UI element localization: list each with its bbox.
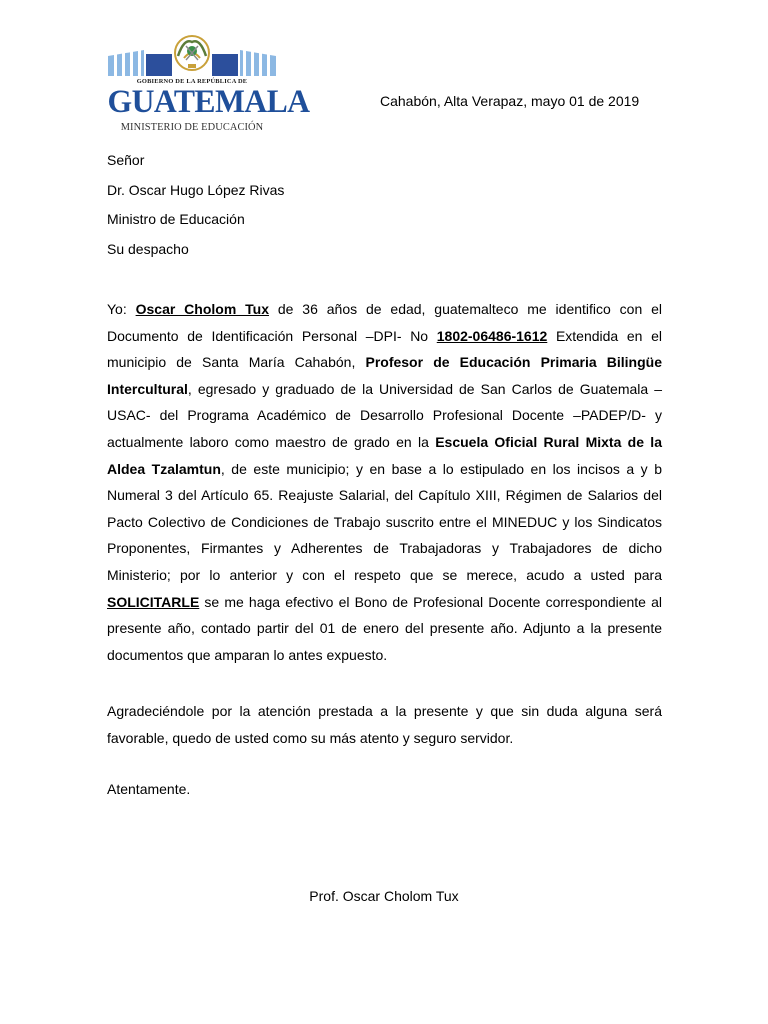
- place-date: Cahabón, Alta Verapaz, mayo 01 de 2019: [380, 93, 640, 109]
- letter-body: [107, 296, 662, 668]
- body-text-b: Extendida en el municipio de Santa María Cahabón,: [107, 327, 662, 371]
- body-text-d: , de este municipio; y en base a lo estipulado en los incisos a y b Numeral 3 del Artículo 65. Reajuste Salarial, del Capítulo XIII, Régimen de Salarios del Pacto Colectivo de Condiciones de Trabajo suscrito entre el MINEDUC y los Sindicatos Proponentes, Firmantes y Adherentes de Trabajadoras y Trabajadores de dicho Ministerio; por lo anterior y con el respeto que se merece, acudo a usted para: [107, 460, 662, 583]
- recipient-name: Dr. Oscar Hugo López Rivas: [107, 181, 285, 198]
- body-text-e: se me haga efectivo el Bono de Profesional Docente correspondiente al presente año, contado partir del 01 de enero del presente año. Adjunto a la presente documentos que amparan lo antes expuesto.: [107, 593, 662, 663]
- applicant-name: Oscar Cholom Tux: [135, 301, 269, 317]
- profession: Profesor de Educación Primaria Bilingüe Intercultural: [107, 354, 662, 397]
- request-word: SOLICITARLE: [107, 593, 200, 610]
- body-text-c: , egresado y graduado de la Universidad de San Carlos de Guatemala –USAC- del Programa Académico de Desarrollo Profesional Docente –PADEP/D- y actualmente laboro como maestro de grado en la: [107, 380, 662, 450]
- coat-of-arms-emblem: [104, 34, 280, 84]
- government-line: GOBIERNO DE LA REPÚBLICA DE: [136, 78, 248, 85]
- body-text-a: de 36 años de edad, guatemalteco me identifico con el Documento de Identificación Personal –DPI- No: [107, 301, 663, 344]
- recipient-title: Ministro de Educación: [107, 211, 245, 227]
- signature-name: Prof. Oscar Cholom Tux: [309, 888, 459, 904]
- coat-of-arms-icon: [175, 36, 209, 70]
- body-text-prefix: Yo:: [107, 301, 136, 317]
- closing-paragraph: Agradeciéndole por la atención prestada a la presente y que sin duda alguna será favorable, quedo de usted como su más atento y seguro servidor.: [107, 703, 662, 746]
- ministry-logo: [104, 34, 310, 138]
- recipient-office: Su despacho: [107, 240, 189, 257]
- school-name: Escuela Oficial Rural Mixta de la Aldea Tzalamtun: [107, 433, 662, 477]
- dpi-number: 1802-06486-1612: [436, 327, 548, 344]
- ministry-name: MINISTERIO DE EDUCACIÓN: [120, 122, 264, 133]
- farewell: Atentamente.: [107, 781, 191, 797]
- country-wordmark: GUATEMALA: [107, 84, 310, 120]
- salutation: Señor: [107, 152, 145, 168]
- recipient-block: [107, 151, 284, 269]
